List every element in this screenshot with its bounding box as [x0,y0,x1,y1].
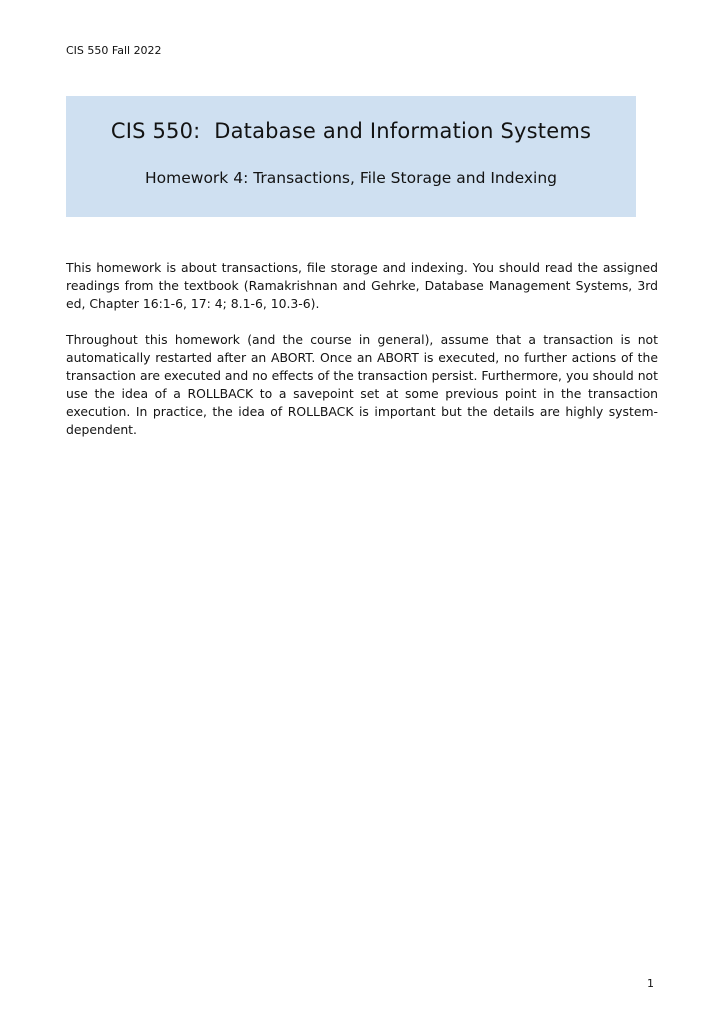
course-title: CIS 550: Database and Information Systems [110,119,592,143]
course-header: CIS 550 Fall 2022 [66,44,162,57]
paragraph-abort-policy: Throughout this homework (and the course in general), assume that a transaction is not automatically restarted after an ABORT. Once an ABORT is executed, no further actions of the transaction are executed and no effects of the transaction persist. Furthermore, you should not use the idea of a ROLLBACK to a savepoint set at some previous point in the transaction execution. In practice, the idea of ROLLBACK is important but the details are highly system-dependent. [66,332,658,437]
paragraph-intro: This homework is about transactions, file storage and indexing. You should read the assigned readings from the textbook (Ramakrishnan and Gehrke, Database Management Systems, 3rd ed, Chapter 16:1-6, 17: 4; 8.1-6, 10.3-6). [66,260,658,311]
title-banner [66,96,636,217]
homework-subtitle: Homework 4: Transactions, File Storage and Indexing [145,169,557,187]
page-number: 1 [647,977,654,990]
body-text [66,259,658,439]
document-content [66,0,658,457]
